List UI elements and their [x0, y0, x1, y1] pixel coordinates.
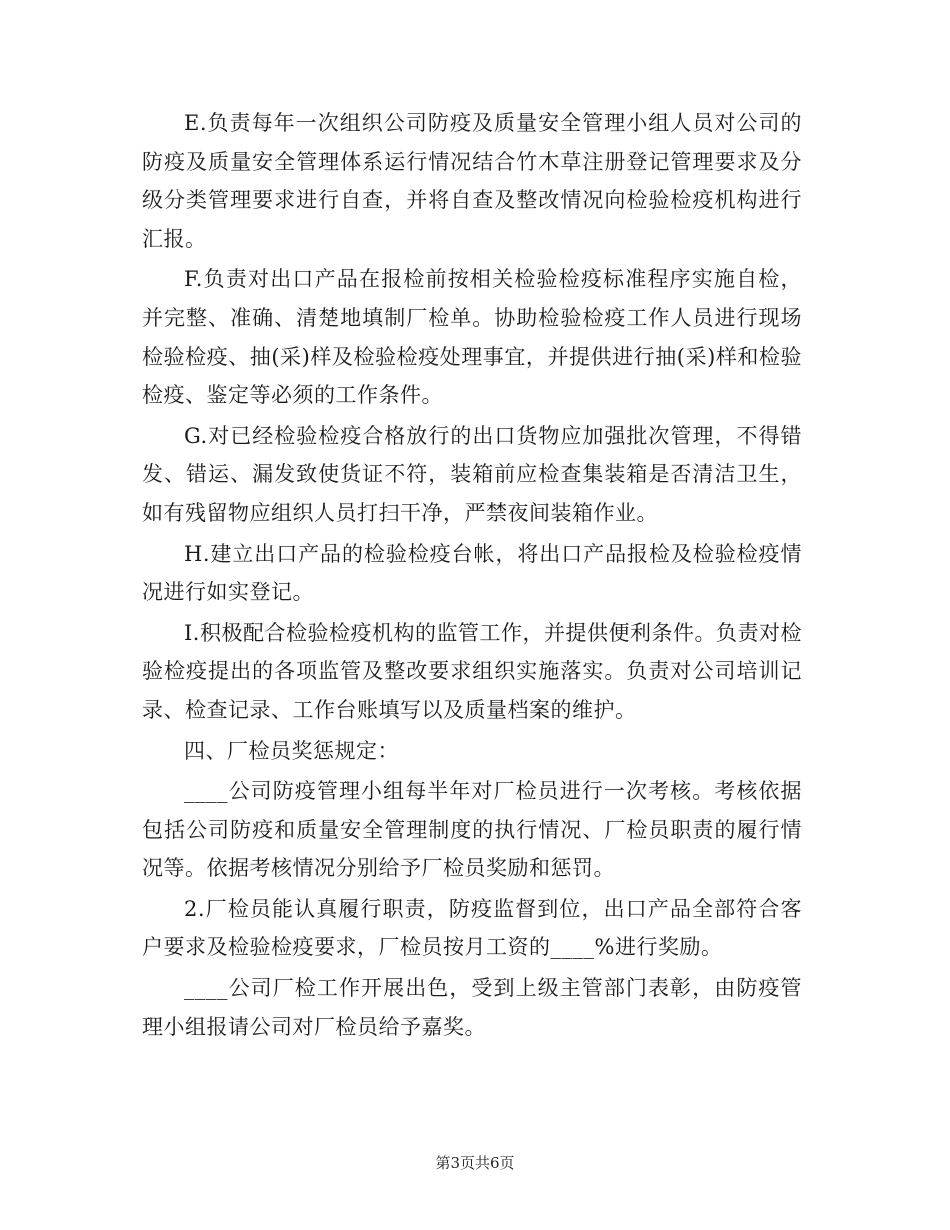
- section-heading-rewards: 四、厂检员奖惩规定：: [184, 738, 399, 763]
- paragraph-i: I.积极配合检验检疫机构的监管工作，并提供便利条件。负责对检验检疫提出的各项监管及整改要求组织实施落实。负责对公司培训记录、检查记录、工作台账填写以及质量档案的维护。: [142, 620, 802, 722]
- paragraph-e: E.负责每年一次组织公司防疫及质量安全管理小组人员对公司的防疫及质量安全管理体系运行情况结合竹木草注册登记管理要求及分级分类管理要求进行自查，并将自查及整改情况向检验检疫机构进行汇报。: [142, 111, 802, 251]
- paragraph-g: G.对已经检验检疫合格放行的出口货物应加强批次管理，不得错发、错运、漏发致使货证不符，装箱前应检查集装箱是否清洁卫生，如有残留物应组织人员打扫干净，严禁夜间装箱作业。: [142, 423, 802, 525]
- page-number: 第3页共6页: [435, 1154, 515, 1172]
- paragraph-assessment: ____公司防疫管理小组每半年对厂检员进行一次考核。考核依据包括公司防疫和质量安全管理制度的执行情况、厂检员职责的履行情况等。依据考核情况分别给予厂检员奖励和惩罚。: [142, 779, 802, 881]
- paragraph-f: F.负责对出口产品在报检前按相关检验检疫标准程序实施自检，并完整、准确、清楚地填制厂检单。协助检验检疫工作人员进行现场检验检疫、抽(采)样及检验检疫处理事宜，并提供进行抽(采)样和检验检疫、鉴定等必须的工作条件。: [142, 267, 802, 408]
- paragraph-commendation: ____公司厂检工作开展出色，受到上级主管部门表彰，由防疫管理小组报请公司对厂检员给予嘉奖。: [142, 976, 802, 1039]
- document-body: [142, 104, 802, 1048]
- paragraph-h: H.建立出口产品的检验检疫台帐，将出口产品报检及检验检疫情况进行如实登记。: [142, 541, 802, 605]
- paragraph-reward-2: 2.厂检员能认真履行职责，防疫监督到位，出口产品全部符合客户要求及检验检疫要求，厂检员按月工资的____%进行奖励。: [142, 896, 802, 960]
